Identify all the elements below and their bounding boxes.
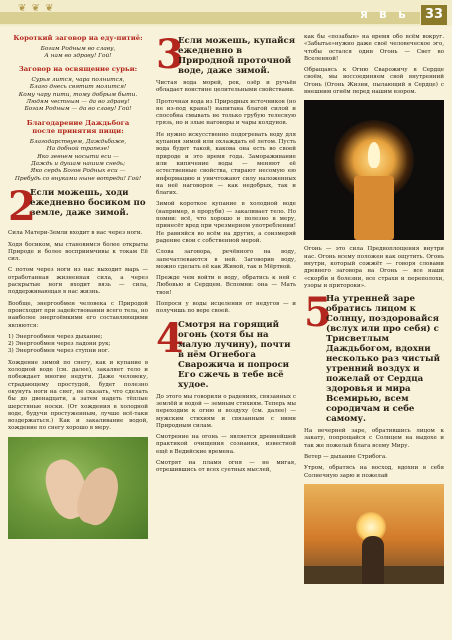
page-header bbox=[0, 0, 452, 26]
paragraph: С потом через ноги из нас выходит марь — отработанная жизненная сила, а через раскрытые ноги входит вязь — сила, поддерживающая в нас жизнь. bbox=[8, 267, 148, 296]
section-title: Я В Ь bbox=[360, 10, 410, 21]
section-lead: Смотря на горящий огонь (хотя бы на малую лучину), почти в нём Огнебога Сварожича и попроси Его сжечь в тебе всё худое. bbox=[178, 319, 291, 390]
paragraph: Чистая вода морей, рек, озёр и ручьёв обладает воистине целительными свойствами. bbox=[156, 80, 296, 94]
section-4-intro bbox=[156, 314, 296, 390]
poem-line: Кому чару пити, тому добрым быти. bbox=[18, 91, 138, 98]
poem-line: Богам Родным — да во славу! Гой! bbox=[24, 106, 132, 113]
energy-list bbox=[8, 334, 148, 356]
candle-photo bbox=[304, 100, 444, 240]
section-lead: Если можешь, ходи ежедневно босиком по земле, даже зимой. bbox=[30, 188, 146, 219]
paragraph: Попроси у воды исцеления от недугов — и получишь по вере своей. bbox=[156, 301, 296, 315]
section-5-intro bbox=[304, 289, 444, 425]
bare-feet-photo bbox=[8, 437, 148, 539]
list-item: 2) Энергообмен через ладони рук; bbox=[8, 341, 111, 348]
header-ornament: ❦ ❦ ❦ bbox=[18, 3, 55, 14]
paragraph: Не нужно искусственно подогревать воду для купания зимой или охлаждать её летом. Пусть вода будет такой, какова она есть во своей природе и это время года. Замораживание или кипячение воды — меняют её естественные свойства, стирают несомую ею информацию и уничтожают силу наложенных на неё наговоров — как недобрых, так и благих. bbox=[156, 131, 296, 197]
section-2-intro bbox=[8, 183, 148, 231]
paragraph: Хождение зимой по снегу, как и купание в холодной воде (см. далее), закаляет тело и побеждает многие недуги. Даже человеку, страдающему простудой, будет полезно окунуть ноги на снег, не сказать, что сделать бы до двенадцати, а затем надеть тёплые шерстяные носки. (От хождения в холодной воде, будучи простуженным, лучше всё-таки воздержаться.) Как и закаливание водой, хождение по снегу хорошо в меру. bbox=[8, 359, 148, 432]
section-3-intro bbox=[156, 31, 296, 78]
poem-line: Благодарствуем, Даждьбоже, bbox=[29, 138, 127, 145]
heading-surya-spell: Заговор на освящение сурьи: bbox=[18, 65, 138, 74]
column-3 bbox=[304, 34, 444, 584]
poem-line: Сурья лится, чара полнится, bbox=[31, 76, 125, 83]
poem-line: Даждь и душам нашим снедь; bbox=[30, 161, 126, 168]
poem-line: Яко зевнем носыти еси — bbox=[37, 153, 119, 160]
paragraph: Смотрят на пламя огня — не мигая, отрешившись от всех суетных мыслей, bbox=[156, 459, 296, 474]
poem-line: Богам Родным во славу, bbox=[40, 45, 116, 52]
heading-line: Благодарение Даждьбога bbox=[26, 118, 130, 127]
section-number: 4 bbox=[156, 314, 184, 362]
poem-line: Благо днесь святит молится! bbox=[29, 84, 127, 91]
paragraph: Утром, обратясь на восход, вдохни в себя Солнечную зарю и пожелай bbox=[304, 465, 444, 479]
header-band bbox=[0, 12, 420, 24]
paragraph: На вечерней заре, обратившись лицом к закату, попрощайся с Солнцем на выдохе и так же пожелай блага всему Миру. bbox=[304, 428, 444, 449]
paragraph: как бы «позабыв» на время обо всём вокруг. «Забытье»нужно даже своё человеческое эго, чтобы остался один Огонь — Свет во Вселенной! bbox=[304, 34, 444, 62]
poem-gratitude bbox=[8, 139, 148, 183]
paragraph: Сила Матери-Земли входит в нас через ноги. bbox=[8, 230, 143, 237]
paragraph: Обращаясь к Огню Сварожичу в Сердце своём, мы воссоединяем свой внутренний Огонь (Огонь Жизни, пылающий в Сердце) с внешним огнём перед нашим взором. bbox=[304, 67, 444, 96]
paragraph: Ветер — дыхание Стрибога. bbox=[304, 454, 387, 461]
poem-line: Яко сердь Богов Родных еси — bbox=[30, 168, 126, 175]
paragraph: Огонь — это сила Предвоплощения внутри нас. Огонь всему положен как ощутить. Огонь внутри, который сожжёт — говоря словами древнего заговора на Огонь — все наши «скорби и болезни, все страхи и переполохи, узоры и притороки». bbox=[304, 246, 444, 289]
paragraph: Вообще, энергообмен человека с Природой происходит при задействовании всего тела, но наиболее энергоёмкими его составляющими являются: bbox=[8, 300, 148, 329]
section-lead: Если можешь, купайся ежедневно в Природной проточной воде, даже зимой. bbox=[178, 36, 296, 76]
poem-line: А нам во здраву! Гой! bbox=[44, 52, 112, 59]
section-number: 2 bbox=[8, 183, 36, 231]
paragraph: Зимой короткое купание в холодной воде (например, в проруби) — закаливает тело. Но помни: всё, что хорошо и полезно в меру, принесёт вред при чрезмерном употреблении! Не равняйся во всём на других, а соизмеряй радение свои с собственной мерой. bbox=[156, 201, 296, 244]
person-silhouette bbox=[362, 536, 384, 584]
poem-line: Людям честным — да во здраву! bbox=[26, 99, 130, 106]
column-2 bbox=[156, 31, 296, 479]
poem-short-spell bbox=[8, 46, 148, 61]
heading-gratitude bbox=[8, 119, 148, 136]
paragraph: Прежде чем войти в воду, обратись к ней с Любовью и Сердцем. Вспомни: она — Мать твоя! bbox=[156, 275, 296, 296]
list-item: 1) Энергообмен через дыхание; bbox=[8, 333, 103, 340]
poem-line: На добной трапезе! bbox=[46, 146, 110, 153]
list-item: 3) Энергообмен через ступни ног. bbox=[8, 348, 110, 355]
sunrise-photo bbox=[304, 484, 444, 584]
column-1 bbox=[8, 34, 148, 539]
page-number: 33 bbox=[421, 5, 447, 25]
poem-line: Пребудь со внуками ныне вотреди! Гой! bbox=[14, 175, 142, 182]
paragraph: Проточная вода из Природных источников (но не из-под крана!) напитана благой силой и способна смывать не только грубую телесную грязь, но и злые наговоры и чары колдунов. bbox=[156, 98, 296, 127]
candle-body bbox=[354, 176, 394, 240]
section-number: 3 bbox=[156, 31, 184, 78]
heading-short-spell: Короткий заговор на еду-питиё: bbox=[13, 34, 143, 42]
section-lead: На утренней заре обратись лицом к Солнцу, поздоровайся (вслух или про себя) с Трисветлым Даждьбогом, вдохни несколько раз чистый утренний воздух и пожелай от Сердца здоровья и мира Всемирью, всем сородичам и себе самому. bbox=[326, 294, 441, 425]
paragraph: Ходя босиком, мы становимся более открыты Природе и более восприимчивы к токам Её сил. bbox=[8, 241, 148, 263]
candle-flame bbox=[368, 142, 380, 168]
paragraph: Смотрение на огонь — является древнейшей практикой очищения сознания, известной ещё в Ведийские времена. bbox=[156, 434, 296, 455]
poem-surya-spell bbox=[8, 77, 148, 114]
section-number: 5 bbox=[304, 289, 332, 337]
paragraph: Слова заговора, речённого на воду, запечатлеваются в ней. Заговорив воду, можно сделать её как Живой, так и Мёртвой. bbox=[156, 249, 296, 270]
heading-line: после принятия пищи: bbox=[32, 127, 124, 136]
paragraph: До этого мы говорили о радениях, связанных с землёй и водой — земным стихиям. Теперь мы переходим к огню и воздуху (см. далее) — мужским стихиям и связанным с ними Природным силам. bbox=[156, 393, 296, 429]
